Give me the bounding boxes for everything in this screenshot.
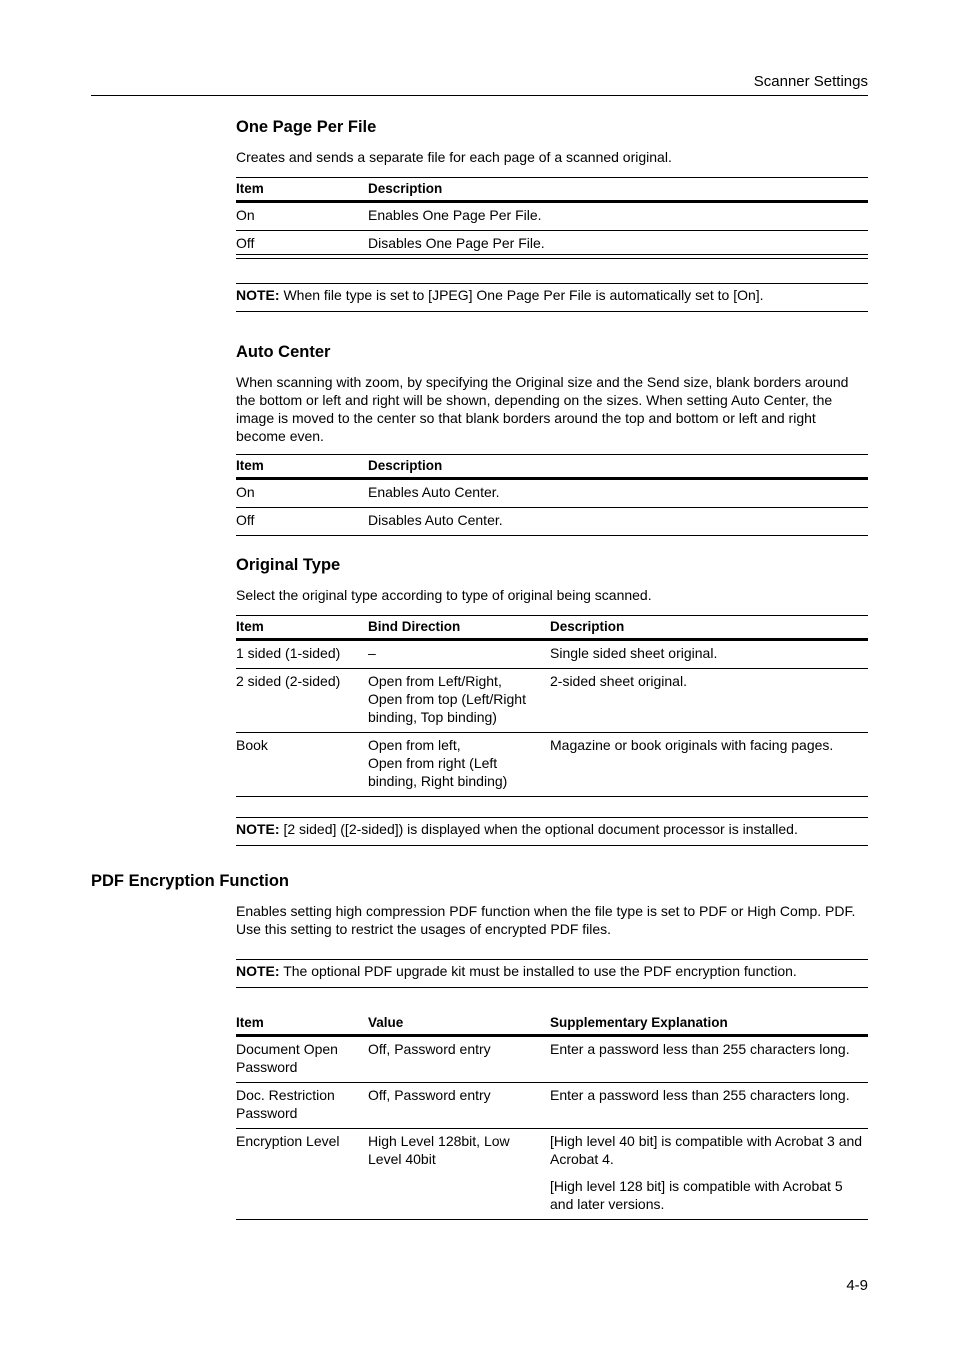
table-cell: Enter a password less than 255 characters long. bbox=[550, 1036, 868, 1083]
table-cell: Disables One Page Per File. bbox=[368, 231, 868, 259]
table-row bbox=[236, 669, 868, 733]
page-number: 4-9 bbox=[846, 1277, 868, 1294]
heading-one-page-per-file: One Page Per File bbox=[236, 118, 377, 136]
table-cell: Encryption Level bbox=[236, 1129, 368, 1220]
pdf-encryption-table bbox=[236, 1012, 868, 1220]
note-label: NOTE: bbox=[236, 287, 280, 303]
table-header-row bbox=[236, 455, 868, 479]
one-page-description: Creates and sends a separate file for each page of a scanned original. bbox=[236, 149, 672, 165]
column-header: Description bbox=[368, 178, 868, 202]
auto-center-table bbox=[236, 454, 868, 536]
table-cell: Off bbox=[236, 508, 368, 536]
table-cell: Book bbox=[236, 733, 368, 797]
one-page-table bbox=[236, 177, 868, 259]
pdf-encryption-description: Enables setting high compression PDF function when the file type is set to PDF or High Comp. PDF. Use this setting to restrict the usages of encrypted PDF files. bbox=[236, 903, 856, 937]
original-type-description: Select the original type according to type of original being scanned. bbox=[236, 587, 652, 603]
column-header: Value bbox=[368, 1012, 550, 1036]
page-header-title: Scanner Settings bbox=[753, 73, 868, 90]
table-row bbox=[236, 640, 868, 669]
table-cell: Open from left, Open from right (Left binding, Right binding) bbox=[368, 733, 550, 797]
explanation-40bit: [High level 40 bit] is compatible with Acrobat 3 and Acrobat 4. bbox=[550, 1133, 863, 1167]
table-cell: Off, Password entry bbox=[368, 1036, 550, 1083]
note-jpeg bbox=[236, 283, 868, 312]
table-row bbox=[236, 202, 868, 231]
table-row bbox=[236, 479, 868, 508]
table-row bbox=[236, 733, 868, 797]
table-header-row bbox=[236, 616, 868, 640]
column-header: Item bbox=[236, 616, 368, 640]
table-cell: Enables One Page Per File. bbox=[368, 202, 868, 231]
table-cell bbox=[550, 1129, 868, 1220]
table-row bbox=[236, 1036, 868, 1083]
column-header: Description bbox=[368, 455, 868, 479]
heading-pdf-encryption: PDF Encryption Function bbox=[91, 872, 289, 890]
note-text: When file type is set to [JPEG] One Page Per File is automatically set to [On]. bbox=[279, 287, 764, 303]
note-label: NOTE: bbox=[236, 963, 280, 979]
note-2-sided bbox=[236, 817, 868, 846]
table-cell: 2-sided sheet original. bbox=[550, 669, 868, 733]
auto-center-description: When scanning with zoom, by specifying the Original size and the Send size, blank borders around the bottom or left and right will be shown, depending on the sizes. When setting Auto Center, the image is moved to the center so that blank borders around the top and bottom or left and right become even. bbox=[236, 374, 849, 444]
table-cell: 1 sided (1-sided) bbox=[236, 640, 368, 669]
note-text: The optional PDF upgrade kit must be installed to use the PDF encryption function. bbox=[279, 963, 797, 979]
table-row bbox=[236, 508, 868, 536]
heading-auto-center: Auto Center bbox=[236, 343, 331, 361]
note-pdf-upgrade bbox=[236, 959, 868, 988]
one-page-table-bottom-rule bbox=[236, 254, 868, 255]
column-header: Item bbox=[236, 1012, 368, 1036]
column-header: Supplementary Explanation bbox=[550, 1012, 868, 1036]
note-text: [2 sided] ([2-sided]) is displayed when the optional document processor is installed. bbox=[279, 821, 798, 837]
table-cell: On bbox=[236, 202, 368, 231]
column-header: Description bbox=[550, 616, 868, 640]
header-rule bbox=[91, 95, 868, 96]
column-header: Bind Direction bbox=[368, 616, 550, 640]
table-cell: Magazine or book originals with facing pages. bbox=[550, 733, 868, 797]
table-cell: Doc. Restriction Password bbox=[236, 1083, 368, 1129]
table-row bbox=[236, 1129, 868, 1220]
table-cell: High Level 128bit, Low Level 40bit bbox=[368, 1129, 550, 1220]
table-cell: Single sided sheet original. bbox=[550, 640, 868, 669]
table-cell: On bbox=[236, 479, 368, 508]
table-cell: Document Open Password bbox=[236, 1036, 368, 1083]
table-cell: Off bbox=[236, 231, 368, 259]
note-label: NOTE: bbox=[236, 821, 280, 837]
table-cell: Off, Password entry bbox=[368, 1083, 550, 1129]
table-row bbox=[236, 1083, 868, 1129]
table-cell: Disables Auto Center. bbox=[368, 508, 868, 536]
column-header: Item bbox=[236, 178, 368, 202]
table-cell: 2 sided (2-sided) bbox=[236, 669, 368, 733]
table-cell: Enter a password less than 255 characters long. bbox=[550, 1083, 868, 1129]
table-cell: – bbox=[368, 640, 550, 669]
heading-original-type: Original Type bbox=[236, 556, 341, 574]
table-cell: Enables Auto Center. bbox=[368, 479, 868, 508]
column-header: Item bbox=[236, 455, 368, 479]
table-cell: Open from Left/Right, Open from top (Left/Right binding, Top binding) bbox=[368, 669, 550, 733]
table-header-row bbox=[236, 1012, 868, 1036]
explanation-128bit: [High level 128 bit] is compatible with Acrobat 5 and later versions. bbox=[550, 1178, 843, 1212]
original-type-table bbox=[236, 615, 868, 797]
table-header-row bbox=[236, 178, 868, 202]
